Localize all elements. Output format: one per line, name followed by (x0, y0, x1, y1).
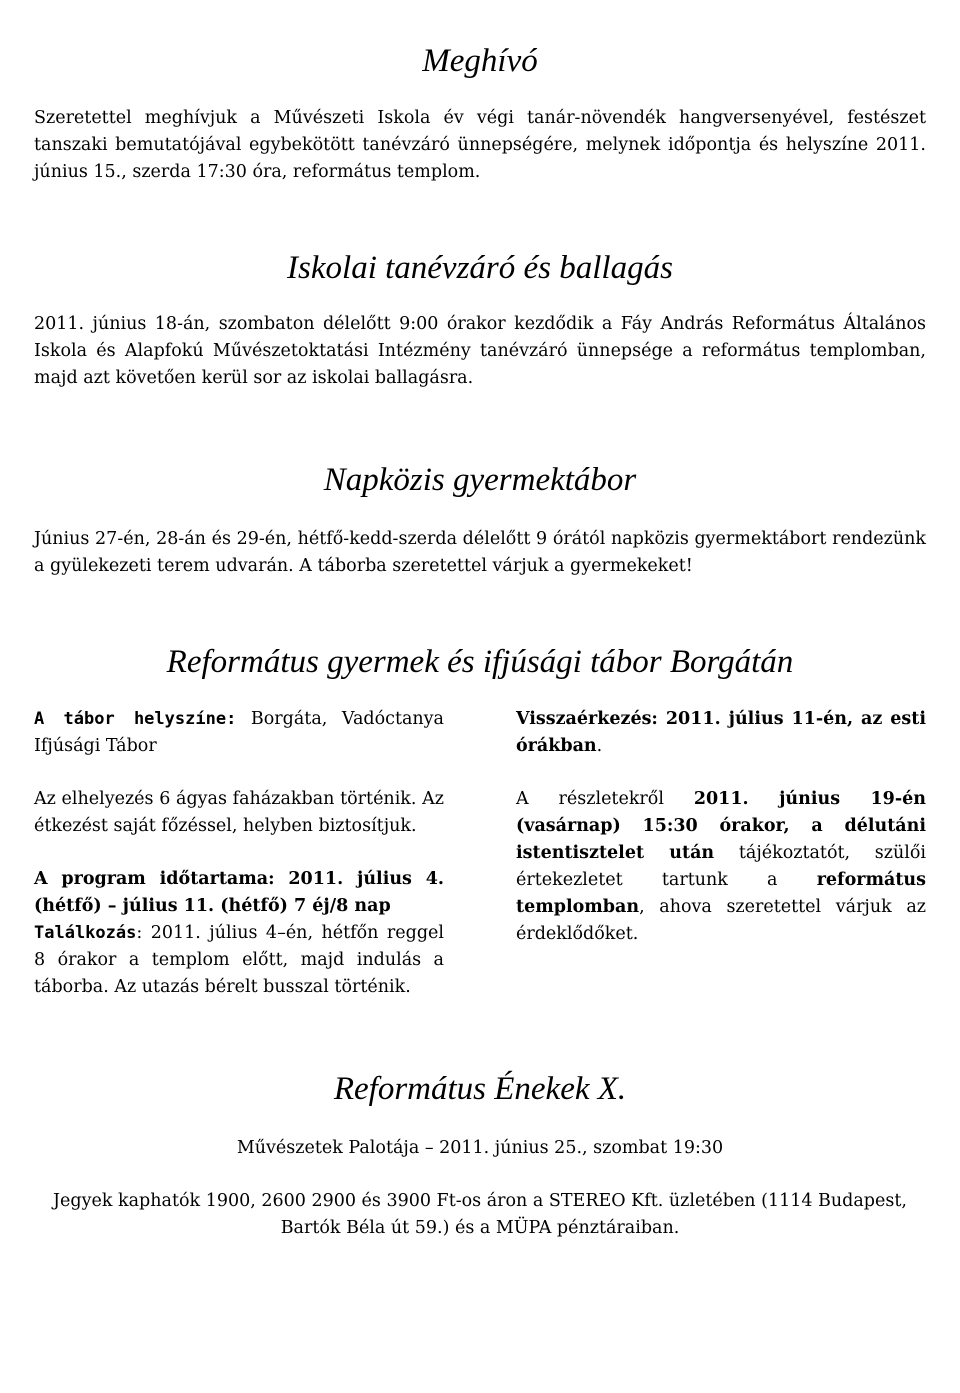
tanevzaro-heading: Iskolai tanévzáró és ballagás (287, 250, 673, 286)
camp-meeting-label: Találkozás (34, 923, 137, 943)
camp-meeting (34, 920, 444, 1001)
camp-return (516, 706, 926, 760)
camp-program-duration: A program időtartama: 2011. július 4. (hétfő) – július 11. (hétfő) 7 éj/8 nap (34, 869, 444, 916)
enekek-tickets: Jegyek kaphatók 1900, 2600 2900 és 3900 Ft-os áron a STEREO Kft. üzletében (1114 Budapest, Bartók Béla út 59.) és a MÜPA pénztáraiban. (53, 1191, 907, 1238)
camp-location (34, 706, 444, 760)
camp-return-period: . (596, 736, 603, 756)
borgata-heading: Református gyermek és ifjúsági tábor Borgátán (166, 644, 794, 680)
meghivo-heading: Meghívó (422, 43, 538, 79)
camp-return-text: Visszaérkezés: 2011. július 11-én, az esti órákban (516, 709, 926, 756)
camp-location-value: Borgáta, Vadóctanya Ifjúsági Tábor (34, 709, 444, 756)
tanevzaro-text: 2011. június 18-án, szombaton délelőtt 9:00 órakor kezdődik a Fáy András Református Általános Iskola és Alapfokú Művészetoktatási Intézmény tanévzáró ünnepsége a református templomban, majd azt követően kerül sor az iskolai ballagásra. (34, 314, 926, 388)
camp-details-3: tájékoztatót, szülői értekezletet tartunk a (516, 843, 926, 890)
borgata-left-column (34, 706, 444, 1001)
camp-details (516, 786, 926, 948)
borgata-columns (34, 706, 926, 1001)
camp-details-2: 2011. június 19-én (vasárnap) 15:30 órakor, a délutáni istentisztelet után (516, 789, 926, 863)
camp-details-4: református templomban (516, 870, 926, 917)
meghivo-text: Szeretettel meghívjuk a Művészeti Iskola év végi tanár-növendék hangversenyével, festészet tanszaki bemutatójával egybekötött tanévzáró ünnepségére, melynek időpontja és helyszíne 2011. június 15., szerda 17:30 óra, református templom. (34, 108, 926, 182)
borgata-right-column (516, 706, 926, 1001)
napkozis-text: Június 27-én, 28-án és 29-én, hétfő-kedd-szerda délelőtt 9 órától napközis gyermektábort rendezünk a gyülekezeti terem udvarán. A táborba szeretettel várjuk a gyermekeket! (34, 529, 926, 576)
napkozis-heading: Napközis gyermektábor (323, 462, 637, 498)
enekek-venue: Művészetek Palotája – 2011. június 25., szombat 19:30 (236, 1138, 724, 1158)
camp-housing: Az elhelyezés 6 ágyas faházakban történik. Az étkezést saját főzéssel, helyben biztosítjuk. (34, 789, 444, 836)
camp-location-label: A tábor helyszíne: (34, 709, 237, 729)
camp-details-1: A részletekről (516, 789, 694, 809)
camp-details-5: , ahova szeretettel várjuk az érdeklődőket. (516, 897, 926, 944)
enekek-heading: Református Énekek X. (333, 1071, 627, 1107)
camp-meeting-text: : 2011. július 4–én, hétfőn reggel 8 órakor a templom előtt, majd indulás a táborba. Az utazás bérelt busszal történik. (34, 923, 444, 997)
